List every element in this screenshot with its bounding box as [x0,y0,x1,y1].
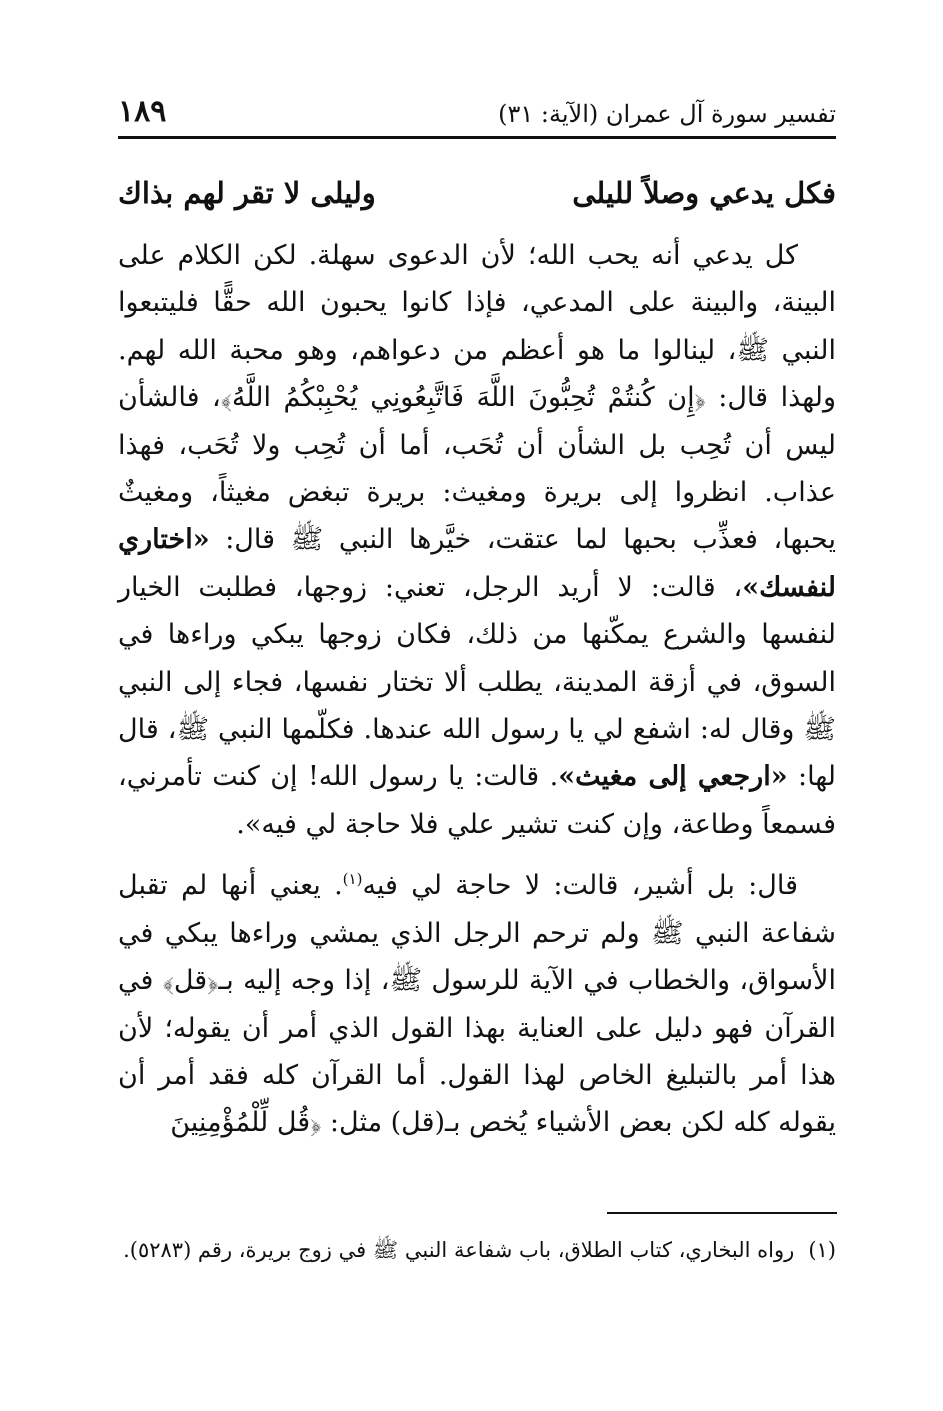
footnote [118,1228,836,1272]
running-title: تفسير سورة آل عمران (الآية: ٣١) [498,100,836,128]
body-text [118,232,836,1147]
paragraph-2 [118,862,836,1146]
verse-first-hemistich: فكل يدعي وصلاً لليلى [572,176,836,210]
verse-second-hemistich: وليلى لا تقر لهم بذاك [118,176,376,210]
paragraph-1-text-b: ، فالشأن ليس أن تُحِب بل الشأن أن تُحَب، أما أن تُحِب ولا تُحَب، فهذا عذاب. انظروا إلى بريرة ومغيث: بريرة تبغض مغيثاً، ومغيثٌ يحبها، فعذِّب بحبها لما عتقت، خيَّرها النبي ﷺ قال: [118,382,836,556]
paragraph-1-text-d: . قالت: يا رسول الله! إن كنت تأمرني، فسمعاً وطاعة، وإن كنت تشير علي فلا حاجة لي فيه». [118,761,836,840]
paragraph-1 [118,232,836,848]
page-header [118,92,836,132]
paragraph-2-text-a: قال: بل أشير، قالت: لا حاجة لي فيه [362,870,798,902]
hadith-quote-2: «ارجعي إلى مغيث» [558,761,788,793]
footnote-reference: (١) [342,870,363,889]
quran-quote-1: ﴿إِن كُنتُمْ تُحِبُّونَ اللَّهَ فَاتَّبِعُونِي يُحْبِبْكُمُ اللَّهُ﴾ [220,382,706,414]
paragraph-1-text-a: كل يدعي أنه يحب الله؛ لأن الدعوى سهلة. لكن الكلام على البينة، والبينة على المدعي، فإذا كانوا يحبون الله حقًّا فليتبعوا النبي ﷺ، لينالوا ما هو أعظم من دعواهم، وهو محبة الله لهم. ولهذا قال: [118,240,836,414]
quran-quote-2: ﴿قُل لِّلْمُؤْمِنِينَ [170,1107,322,1139]
page-number: ١٨٩ [118,94,167,129]
paragraph-2-text-b: . يعني أنها لم تقبل شفاعة النبي ﷺ ولم ترحم الرجل الذي يمشي وراءها يبكي في الأسواق، والخطاب في الآية للرسول ﷺ، إذا وجه إليه بـ﴿قل﴾ في القرآن فهو دليل على العناية بهذا القول الذي أمر أن يقوله؛ لأن هذا أمر بالتبليغ الخاص لهذا القول. أما القرآن كله فقد أمر أن يقوله كله لكن بعض الأشياء يُخص بـ(قل) مثل: [118,870,836,1139]
footnote-separator [607,1212,837,1214]
header-rule [118,136,836,139]
hadith-quote-1: «اختاري لنفسك» [118,524,836,603]
footnote-number: (١) [808,1238,836,1262]
footnote-text: رواه البخاري، كتاب الطلاق، باب شفاعة النبي ﷺ في زوج بريرة، رقم (٥٢٨٣). [123,1238,795,1262]
poetry-verse [118,176,836,226]
paragraph-1-text-c: ، قالت: لا أريد الرجل، تعني: زوجها، فطلبت الخيار لنفسها والشرع يمكّنها من ذلك، فكان زوجها يبكي وراءها في السوق، في أزقة المدينة، يطلب ألا تختار نفسها، فجاء إلى النبي ﷺ وقال له: اشفع لي يا رسول الله عندها. فكلّمها النبي ﷺ، قال لها: [118,571,836,793]
